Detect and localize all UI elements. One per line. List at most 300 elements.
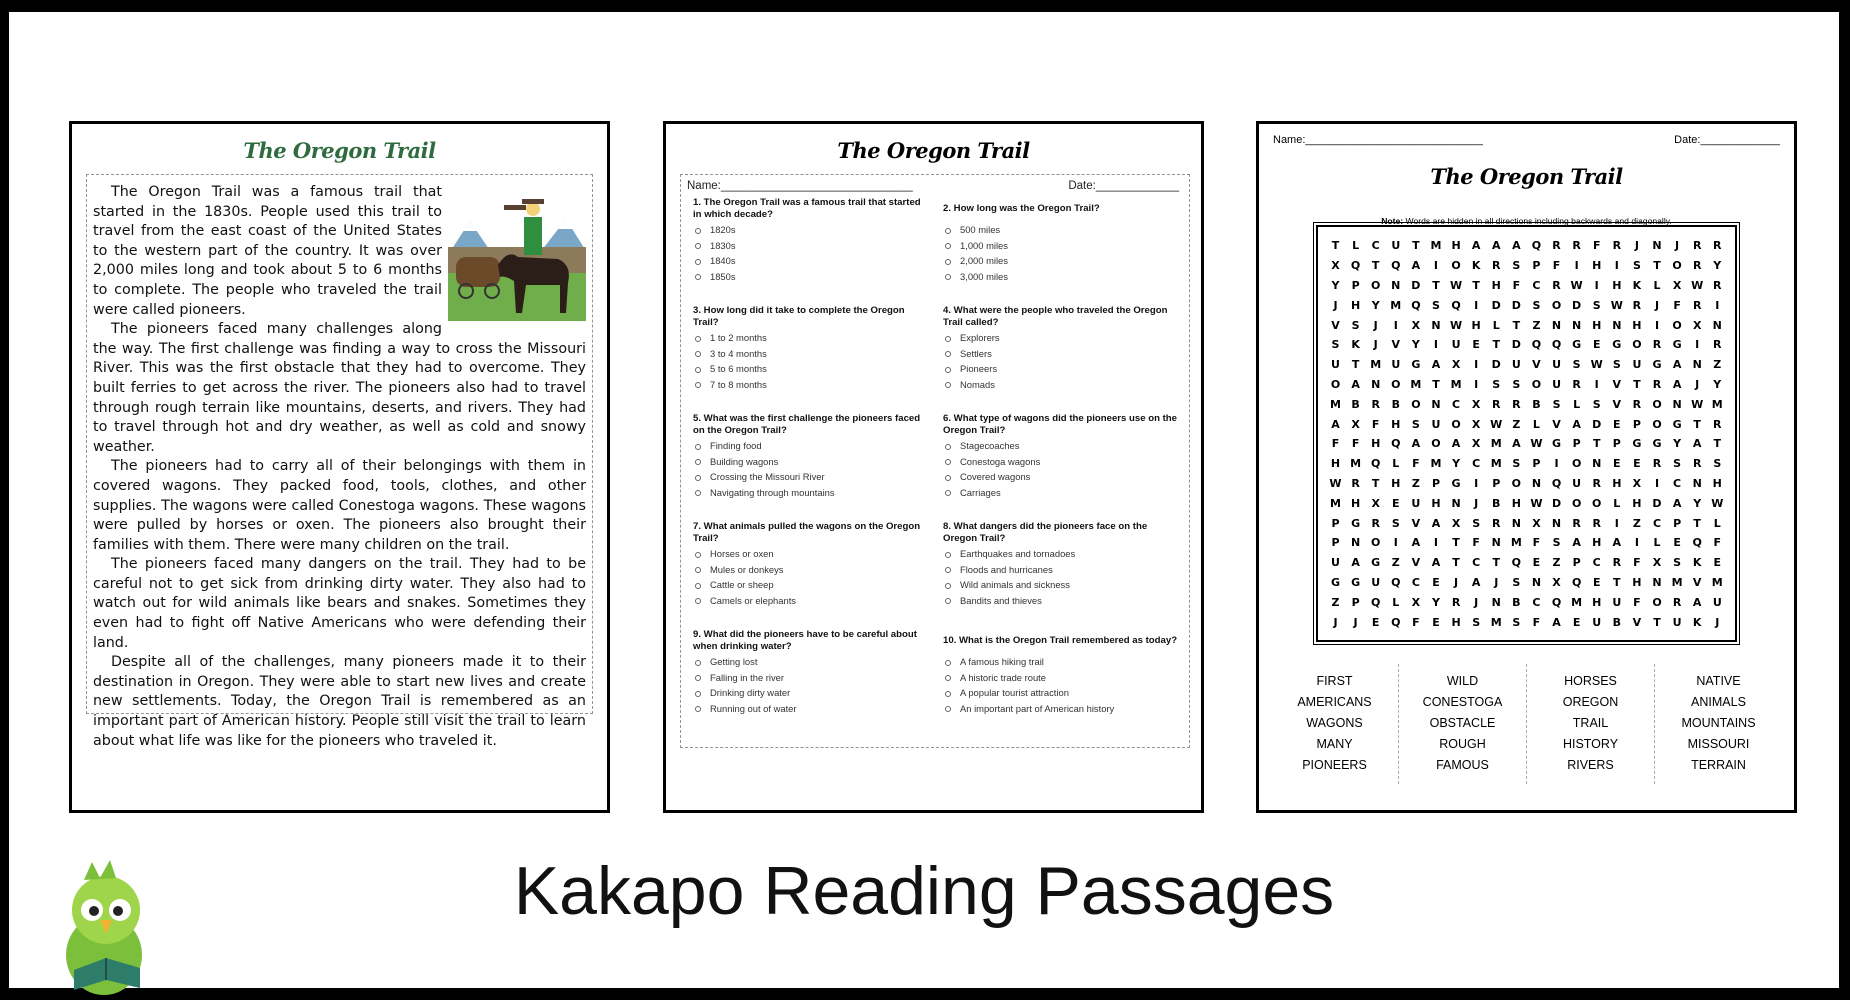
answer-option[interactable]: An important part of American history	[943, 701, 1179, 717]
grid-letter[interactable]: Q	[1571, 575, 1582, 589]
answer-option[interactable]: Conestoga wagons	[943, 454, 1179, 470]
grid-letter[interactable]: Y	[1371, 298, 1380, 312]
grid-letter[interactable]: H	[1612, 278, 1622, 292]
grid-letter[interactable]: E	[1432, 575, 1440, 589]
grid-letter[interactable]: T	[1452, 556, 1460, 570]
grid-letter[interactable]: V	[1411, 556, 1421, 570]
grid-letter[interactable]: N	[1491, 595, 1501, 609]
answer-option[interactable]: Building wagons	[693, 454, 929, 470]
grid-letter[interactable]: D	[1491, 298, 1501, 312]
grid-letter[interactable]: U	[1391, 239, 1401, 253]
grid-letter[interactable]: N	[1391, 278, 1401, 292]
grid-letter[interactable]: Q	[1692, 536, 1702, 550]
grid-letter[interactable]: R	[1713, 239, 1722, 253]
grid-letter[interactable]: O	[1371, 536, 1381, 550]
grid-letter[interactable]: G	[1351, 516, 1361, 530]
grid-letter[interactable]: T	[1412, 239, 1420, 253]
grid-letter[interactable]: Q	[1350, 259, 1361, 273]
grid-letter[interactable]: J	[1454, 575, 1459, 589]
grid-letter[interactable]: C	[1411, 575, 1420, 589]
grid-letter[interactable]: N	[1551, 516, 1562, 530]
grid-letter[interactable]: P	[1331, 536, 1340, 550]
grid-letter[interactable]: A	[1572, 536, 1581, 550]
grid-letter[interactable]: Z	[1512, 417, 1521, 431]
grid-letter[interactable]: O	[1511, 476, 1522, 490]
grid-letter[interactable]: R	[1713, 278, 1722, 292]
grid-letter[interactable]: G	[1552, 437, 1562, 451]
grid-letter[interactable]: L	[1573, 397, 1581, 411]
grid-letter[interactable]: T	[1351, 358, 1360, 372]
grid-letter[interactable]: U	[1572, 476, 1582, 490]
grid-letter[interactable]: H	[1391, 417, 1401, 431]
grid-letter[interactable]: C	[1532, 595, 1541, 609]
answer-option[interactable]: Crossing the Missouri River	[693, 469, 929, 485]
grid-letter[interactable]: P	[1673, 516, 1682, 530]
grid-letter[interactable]: A	[1411, 437, 1421, 451]
grid-letter[interactable]: S	[1331, 338, 1340, 352]
grid-letter[interactable]: N	[1511, 516, 1521, 530]
grid-letter[interactable]: R	[1612, 556, 1622, 570]
grid-letter[interactable]: O	[1652, 595, 1662, 609]
grid-letter[interactable]: H	[1330, 457, 1341, 471]
grid-letter[interactable]: J	[1333, 298, 1338, 312]
grid-letter[interactable]: H	[1632, 575, 1642, 589]
grid-letter[interactable]: O	[1571, 457, 1582, 471]
grid-letter[interactable]: D	[1572, 298, 1582, 312]
grid-letter[interactable]: F	[1412, 615, 1420, 629]
answer-option[interactable]: Wild animals and sickness	[943, 577, 1179, 593]
grid-letter[interactable]: R	[1572, 377, 1581, 391]
grid-letter[interactable]: W	[1590, 358, 1603, 372]
grid-letter[interactable]: C	[1371, 239, 1380, 253]
grid-letter[interactable]: U	[1672, 615, 1682, 629]
grid-letter[interactable]: T	[1492, 338, 1500, 352]
grid-letter[interactable]: J	[1474, 496, 1479, 510]
grid-letter[interactable]: J	[1695, 377, 1700, 391]
grid-letter[interactable]: O	[1451, 259, 1461, 273]
grid-letter[interactable]: R	[1492, 259, 1501, 273]
grid-letter[interactable]: Z	[1552, 556, 1561, 570]
grid-letter[interactable]: O	[1391, 377, 1401, 391]
grid-letter[interactable]: R	[1692, 298, 1702, 312]
grid-letter[interactable]: U	[1552, 377, 1561, 391]
grid-letter[interactable]: O	[1551, 298, 1562, 312]
grid-letter[interactable]: H	[1632, 318, 1642, 332]
answer-option[interactable]: Covered wagons	[943, 469, 1179, 485]
grid-letter[interactable]: C	[1652, 516, 1662, 530]
grid-letter[interactable]: F	[1633, 595, 1641, 609]
grid-letter[interactable]: G	[1572, 338, 1582, 352]
grid-letter[interactable]: S	[1552, 397, 1561, 411]
grid-letter[interactable]: C	[1673, 476, 1682, 490]
grid-letter[interactable]: G	[1652, 358, 1662, 372]
grid-letter[interactable]: M	[1490, 615, 1502, 629]
grid-letter[interactable]: R	[1672, 595, 1682, 609]
grid-letter[interactable]: J	[1373, 318, 1378, 332]
grid-letter[interactable]: E	[1613, 457, 1621, 471]
answer-option[interactable]: Earthquakes and tornadoes	[943, 546, 1179, 562]
grid-letter[interactable]: A	[1351, 556, 1360, 570]
grid-letter[interactable]: J	[1333, 615, 1338, 629]
grid-letter[interactable]: T	[1371, 476, 1380, 490]
grid-letter[interactable]: R	[1652, 457, 1662, 471]
grid-letter[interactable]: H	[1451, 615, 1461, 629]
grid-letter[interactable]: J	[1634, 239, 1639, 253]
grid-letter[interactable]: W	[1449, 318, 1463, 332]
grid-letter[interactable]: T	[1653, 259, 1661, 273]
grid-letter[interactable]: H	[1612, 476, 1622, 490]
grid-letter[interactable]: U	[1592, 615, 1602, 629]
grid-letter[interactable]: M	[1671, 575, 1683, 589]
answer-option[interactable]: 500 miles	[943, 222, 1179, 238]
grid-letter[interactable]: R	[1692, 259, 1702, 273]
grid-letter[interactable]: Q	[1411, 298, 1421, 312]
grid-letter[interactable]: R	[1632, 397, 1642, 411]
grid-letter[interactable]: S	[1512, 259, 1521, 273]
grid-letter[interactable]: O	[1411, 397, 1421, 411]
grid-letter[interactable]: L	[1532, 417, 1540, 431]
grid-letter[interactable]: P	[1431, 476, 1440, 490]
grid-letter[interactable]: C	[1452, 397, 1461, 411]
grid-letter[interactable]: P	[1492, 476, 1501, 490]
grid-letter[interactable]: X	[1411, 595, 1421, 609]
grid-letter[interactable]: R	[1632, 298, 1642, 312]
answer-option[interactable]: Explorers	[943, 330, 1179, 346]
grid-letter[interactable]: B	[1532, 397, 1541, 411]
grid-letter[interactable]: D	[1511, 298, 1521, 312]
answer-option[interactable]: 1820s	[693, 222, 929, 238]
grid-letter[interactable]: P	[1532, 259, 1541, 273]
grid-letter[interactable]: O	[1592, 496, 1602, 510]
grid-letter[interactable]: F	[1532, 536, 1541, 550]
grid-letter[interactable]: T	[1653, 615, 1661, 629]
grid-letter[interactable]: A	[1512, 437, 1521, 451]
grid-letter[interactable]: N	[1652, 575, 1662, 589]
grid-letter[interactable]: W	[1691, 397, 1704, 411]
grid-letter[interactable]: I	[1654, 318, 1660, 332]
grid-letter[interactable]: H	[1592, 318, 1602, 332]
grid-letter[interactable]: P	[1331, 516, 1340, 530]
grid-letter[interactable]: G	[1371, 556, 1381, 570]
date-field[interactable]: Date:_____________	[1068, 180, 1179, 192]
grid-letter[interactable]: Q	[1371, 457, 1381, 471]
answer-option[interactable]: 1850s	[693, 269, 929, 285]
grid-letter[interactable]: W	[1570, 278, 1583, 292]
grid-letter[interactable]: X	[1371, 496, 1380, 510]
grid-letter[interactable]: O	[1571, 496, 1582, 510]
grid-letter[interactable]: A	[1672, 377, 1682, 391]
grid-letter[interactable]: Q	[1551, 476, 1562, 490]
grid-letter[interactable]: J	[1494, 575, 1499, 589]
grid-letter[interactable]: A	[1471, 575, 1481, 589]
grid-letter[interactable]: W	[1490, 417, 1503, 431]
grid-letter[interactable]: Z	[1331, 595, 1340, 609]
grid-letter[interactable]: A	[1572, 417, 1581, 431]
grid-letter[interactable]: I	[1433, 259, 1439, 273]
grid-letter[interactable]: M	[1711, 397, 1723, 411]
grid-letter[interactable]: J	[1715, 615, 1720, 629]
grid-letter[interactable]: L	[1653, 536, 1661, 550]
grid-letter[interactable]: Q	[1391, 615, 1401, 629]
grid-letter[interactable]: N	[1371, 377, 1381, 391]
grid-letter[interactable]: A	[1431, 358, 1441, 372]
grid-letter[interactable]: N	[1431, 318, 1441, 332]
grid-letter[interactable]: S	[1472, 516, 1481, 530]
grid-letter[interactable]: W	[1530, 496, 1543, 510]
grid-letter[interactable]: L	[1492, 318, 1500, 332]
answer-option[interactable]: Bandits and thieves	[943, 593, 1179, 609]
grid-letter[interactable]: H	[1471, 318, 1481, 332]
grid-letter[interactable]: N	[1692, 358, 1702, 372]
grid-letter[interactable]: S	[1512, 615, 1521, 629]
grid-letter[interactable]: E	[1633, 457, 1641, 471]
grid-letter[interactable]: V	[1612, 397, 1622, 411]
grid-letter[interactable]: U	[1431, 417, 1441, 431]
grid-letter[interactable]: S	[1532, 298, 1541, 312]
grid-letter[interactable]: E	[1432, 615, 1440, 629]
answer-option[interactable]: 2,000 miles	[943, 253, 1179, 269]
grid-letter[interactable]: L	[1653, 278, 1661, 292]
grid-letter[interactable]: A	[1672, 358, 1682, 372]
grid-letter[interactable]: P	[1612, 437, 1621, 451]
grid-letter[interactable]: N	[1531, 476, 1542, 490]
grid-letter[interactable]: J	[1474, 595, 1479, 609]
grid-letter[interactable]: Q	[1451, 298, 1461, 312]
grid-letter[interactable]: T	[1432, 377, 1440, 391]
grid-letter[interactable]: F	[1371, 417, 1380, 431]
grid-letter[interactable]: X	[1331, 259, 1340, 273]
grid-letter[interactable]: U	[1411, 496, 1421, 510]
grid-letter[interactable]: V	[1331, 318, 1340, 332]
grid-letter[interactable]: O	[1672, 318, 1682, 332]
grid-letter[interactable]: F	[1552, 259, 1561, 273]
answer-option[interactable]: 1 to 2 months	[693, 330, 929, 346]
grid-letter[interactable]: A	[1512, 239, 1521, 253]
grid-letter[interactable]: N	[1431, 397, 1441, 411]
grid-letter[interactable]: Z	[1411, 476, 1420, 490]
grid-letter[interactable]: T	[1713, 437, 1722, 451]
grid-letter[interactable]: O	[1652, 397, 1662, 411]
grid-letter[interactable]: D	[1652, 496, 1662, 510]
grid-letter[interactable]: R	[1612, 239, 1622, 253]
grid-letter[interactable]: X	[1632, 476, 1642, 490]
grid-letter[interactable]: I	[1695, 338, 1700, 352]
grid-letter[interactable]: T	[1452, 536, 1460, 550]
grid-letter[interactable]: T	[1512, 318, 1521, 332]
grid-letter[interactable]: P	[1572, 437, 1581, 451]
grid-letter[interactable]: R	[1692, 457, 1702, 471]
grid-letter[interactable]: A	[1471, 239, 1481, 253]
grid-letter[interactable]: E	[1472, 338, 1480, 352]
answer-option[interactable]: Getting lost	[693, 654, 929, 670]
answer-option[interactable]: Nomads	[943, 377, 1179, 393]
grid-letter[interactable]: I	[1393, 318, 1398, 332]
grid-letter[interactable]: O	[1531, 377, 1542, 391]
date-field[interactable]: Date:_____________	[1674, 134, 1780, 146]
grid-letter[interactable]: R	[1371, 397, 1380, 411]
grid-letter[interactable]: X	[1351, 417, 1360, 431]
grid-letter[interactable]: S	[1572, 358, 1581, 372]
grid-letter[interactable]: E	[1371, 615, 1380, 629]
grid-letter[interactable]: X	[1692, 318, 1702, 332]
grid-letter[interactable]: M	[1450, 377, 1462, 391]
grid-letter[interactable]: G	[1451, 476, 1461, 490]
grid-letter[interactable]: B	[1391, 397, 1400, 411]
grid-letter[interactable]: O	[1632, 338, 1642, 352]
grid-letter[interactable]: A	[1612, 536, 1622, 550]
grid-letter[interactable]: R	[1552, 239, 1561, 253]
grid-letter[interactable]: W	[1329, 476, 1342, 490]
grid-letter[interactable]: H	[1350, 298, 1361, 312]
grid-letter[interactable]: Z	[1713, 358, 1722, 372]
grid-letter[interactable]: D	[1551, 496, 1562, 510]
grid-letter[interactable]: J	[1373, 338, 1378, 352]
grid-letter[interactable]: R	[1451, 595, 1461, 609]
grid-letter[interactable]: H	[1431, 496, 1441, 510]
grid-letter[interactable]: S	[1472, 615, 1481, 629]
grid-letter[interactable]: W	[1691, 278, 1704, 292]
grid-letter[interactable]: G	[1652, 437, 1662, 451]
grid-letter[interactable]: Q	[1531, 338, 1542, 352]
grid-letter[interactable]: R	[1572, 239, 1581, 253]
grid-letter[interactable]: I	[1474, 377, 1479, 391]
grid-letter[interactable]: G	[1351, 575, 1361, 589]
answer-option[interactable]: Cattle or sheep	[693, 577, 929, 593]
grid-letter[interactable]: N	[1551, 318, 1562, 332]
grid-letter[interactable]: Q	[1391, 437, 1401, 451]
answer-option[interactable]: Finding food	[693, 438, 929, 454]
grid-letter[interactable]: F	[1633, 556, 1641, 570]
grid-letter[interactable]: N	[1491, 536, 1501, 550]
grid-letter[interactable]: G	[1632, 437, 1642, 451]
grid-letter[interactable]: M	[1350, 457, 1362, 471]
grid-letter[interactable]: A	[1692, 437, 1702, 451]
grid-letter[interactable]: M	[1330, 397, 1341, 411]
grid-letter[interactable]: F	[1673, 298, 1681, 312]
grid-letter[interactable]: R	[1552, 278, 1561, 292]
grid-letter[interactable]: S	[1673, 556, 1682, 570]
answer-option[interactable]: 1830s	[693, 238, 929, 254]
answer-option[interactable]: Settlers	[943, 346, 1179, 362]
grid-letter[interactable]: X	[1471, 397, 1481, 411]
grid-letter[interactable]: F	[1351, 437, 1360, 451]
grid-letter[interactable]: B	[1512, 595, 1521, 609]
grid-letter[interactable]: G	[1330, 575, 1341, 589]
grid-letter[interactable]: N	[1350, 536, 1361, 550]
grid-letter[interactable]: I	[1433, 536, 1439, 550]
grid-letter[interactable]: N	[1652, 239, 1662, 253]
grid-letter[interactable]: U	[1552, 358, 1561, 372]
grid-letter[interactable]: M	[1430, 457, 1442, 471]
grid-letter[interactable]: M	[1370, 358, 1382, 372]
grid-letter[interactable]: T	[1613, 575, 1621, 589]
grid-letter[interactable]: Q	[1391, 259, 1401, 273]
answer-option[interactable]: 1840s	[693, 253, 929, 269]
grid-letter[interactable]: I	[1554, 457, 1559, 471]
grid-letter[interactable]: I	[1474, 476, 1479, 490]
grid-letter[interactable]: Z	[1532, 318, 1541, 332]
grid-letter[interactable]: Y	[1411, 338, 1420, 352]
grid-letter[interactable]: U	[1331, 358, 1340, 372]
grid-letter[interactable]: I	[1474, 358, 1479, 372]
grid-letter[interactable]: T	[1693, 417, 1701, 431]
grid-letter[interactable]: C	[1592, 556, 1601, 570]
grid-letter[interactable]: A	[1552, 615, 1561, 629]
grid-letter[interactable]: R	[1492, 397, 1501, 411]
grid-letter[interactable]: I	[1634, 536, 1639, 550]
grid-letter[interactable]: H	[1391, 476, 1401, 490]
grid-letter[interactable]: A	[1351, 377, 1360, 391]
grid-letter[interactable]: M	[1490, 437, 1502, 451]
grid-letter[interactable]: D	[1511, 338, 1521, 352]
grid-letter[interactable]: F	[1412, 457, 1420, 471]
grid-letter[interactable]: W	[1610, 298, 1623, 312]
grid-letter[interactable]: Y	[1331, 278, 1340, 292]
answer-option[interactable]: Carriages	[943, 485, 1179, 501]
grid-letter[interactable]: Y	[1431, 595, 1440, 609]
grid-letter[interactable]: Y	[1693, 496, 1702, 510]
grid-letter[interactable]: T	[1592, 437, 1601, 451]
grid-letter[interactable]: R	[1492, 516, 1501, 530]
grid-letter[interactable]: S	[1612, 358, 1621, 372]
grid-letter[interactable]: H	[1511, 496, 1521, 510]
grid-letter[interactable]: O	[1371, 278, 1381, 292]
grid-letter[interactable]: R	[1713, 338, 1722, 352]
grid-letter[interactable]: V	[1552, 417, 1561, 431]
grid-letter[interactable]: M	[1390, 298, 1402, 312]
grid-letter[interactable]: W	[1530, 437, 1543, 451]
grid-letter[interactable]: B	[1492, 496, 1501, 510]
grid-letter[interactable]: O	[1330, 377, 1341, 391]
grid-letter[interactable]: G	[1411, 358, 1421, 372]
grid-letter[interactable]: R	[1713, 417, 1722, 431]
grid-letter[interactable]: C	[1472, 457, 1481, 471]
grid-letter[interactable]: M	[1490, 457, 1502, 471]
grid-letter[interactable]: R	[1692, 239, 1702, 253]
grid-letter[interactable]: U	[1712, 595, 1722, 609]
grid-letter[interactable]: O	[1672, 259, 1682, 273]
grid-letter[interactable]: V	[1692, 575, 1702, 589]
grid-letter[interactable]: L	[1352, 239, 1360, 253]
grid-letter[interactable]: Q	[1371, 595, 1381, 609]
grid-letter[interactable]: P	[1572, 556, 1581, 570]
grid-letter[interactable]: M	[1510, 536, 1522, 550]
grid-letter[interactable]: U	[1331, 556, 1340, 570]
grid-letter[interactable]: Q	[1531, 239, 1542, 253]
grid-letter[interactable]: J	[1675, 239, 1680, 253]
grid-letter[interactable]: P	[1532, 457, 1541, 471]
grid-letter[interactable]: H	[1592, 536, 1602, 550]
answer-option[interactable]: A famous hiking trail	[943, 654, 1179, 670]
grid-letter[interactable]: D	[1592, 417, 1602, 431]
grid-letter[interactable]: R	[1351, 476, 1360, 490]
grid-letter[interactable]: F	[1512, 278, 1521, 292]
answer-option[interactable]: Running out of water	[693, 701, 929, 717]
grid-letter[interactable]: E	[1592, 338, 1601, 352]
grid-letter[interactable]: Q	[1511, 556, 1522, 570]
grid-letter[interactable]: B	[1612, 615, 1621, 629]
answer-option[interactable]: Stagecoaches	[943, 438, 1179, 454]
grid-letter[interactable]: H	[1632, 496, 1642, 510]
grid-letter[interactable]: B	[1351, 397, 1360, 411]
grid-letter[interactable]: S	[1552, 536, 1561, 550]
grid-letter[interactable]: N	[1672, 397, 1682, 411]
grid-letter[interactable]: S	[1432, 298, 1440, 312]
grid-letter[interactable]: P	[1351, 595, 1360, 609]
grid-letter[interactable]: L	[1713, 516, 1721, 530]
grid-letter[interactable]: N	[1612, 318, 1622, 332]
grid-letter[interactable]: F	[1713, 536, 1722, 550]
